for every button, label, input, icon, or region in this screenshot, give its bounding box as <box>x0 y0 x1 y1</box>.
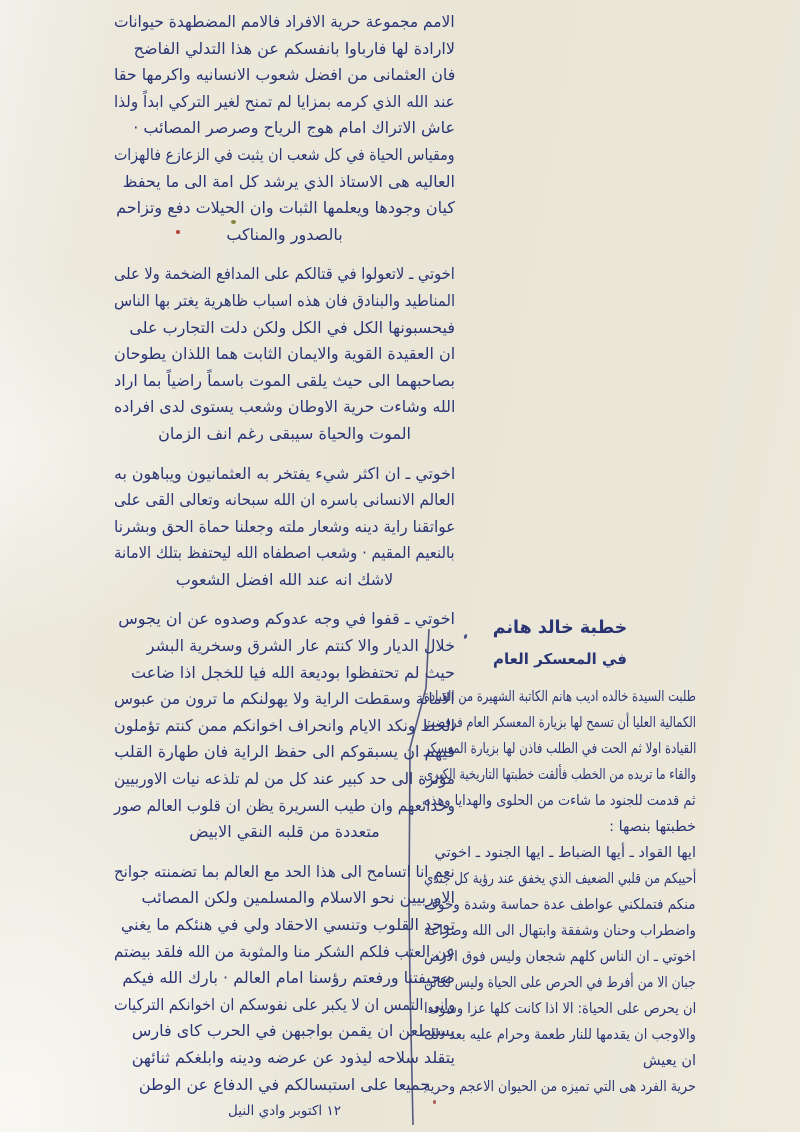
text-line-content: يتقلد سلاحه ليذود عن عرضه ودينه وابلغكم ثنائهن <box>131 1047 455 1067</box>
text-line-content: صحيفتنا ورفعتم رؤسنا امام العالم · بارك الله فيكم <box>122 968 455 988</box>
left-line-5-8 <box>114 1045 455 1072</box>
left-line-2-3 <box>114 315 455 342</box>
left-line-2-6 <box>114 394 455 421</box>
ink-speck <box>231 220 236 224</box>
right-line-14 <box>424 1022 696 1048</box>
left-line-4-1 <box>114 606 455 633</box>
paragraph-1 <box>114 9 455 248</box>
text-line-content: لاشك انه عند الله افضل الشعوب <box>175 569 394 589</box>
text-line-content: فيحسبونها الكل في الكل ولكن دلت التجارب على <box>129 317 455 337</box>
text-line-content: ان يعيش <box>642 1053 696 1069</box>
right-line-4 <box>424 762 696 788</box>
right-line-8 <box>424 866 696 892</box>
text-line-content: الامانة وسقطت الراية ولا يهولنكم ما ترون من عبوس <box>114 689 455 709</box>
text-line-content: خطبتها بنصها : <box>609 819 696 835</box>
text-line-content: المناطيد والبنادق فان هذه اسباب ظاهرية يغتر بها الناس <box>113 290 455 310</box>
text-line-content: ثم قدمت للجنود ما شاءت من الحلوى والهدايا وهذه <box>424 793 696 809</box>
left-line-4-2 <box>114 633 455 660</box>
left-line-3-5 <box>114 567 455 594</box>
left-line-1-9 <box>114 222 455 249</box>
left-line-5-10 <box>114 1098 455 1125</box>
text-line-content: عن العتب فلكم الشكر منا والمثوبة من الله فلقد بيضتم <box>113 941 455 961</box>
left-line-2-5 <box>114 368 455 395</box>
left-line-3-4 <box>114 540 455 567</box>
text-line-content: بالصدور والمناكب <box>226 224 343 244</box>
left-line-2-1 <box>114 261 455 288</box>
text-line-content: منكم فتملكني عواطف عدة حماسة وشدة وخوف <box>424 897 696 913</box>
text-line-content: واني التمس ان لا يكبر على نفوسكم ان اخوانكم التركيات <box>113 994 455 1014</box>
text-line-content: مؤثرة الى حد كبير عند كل من لم تلذعه نيات الاوربيين <box>114 769 455 789</box>
text-line-content: الله وشاءت حرية الاوطان وشعب يستوى لدى افراده <box>113 397 455 417</box>
right-line-7 <box>424 840 696 866</box>
text-line-content: حيث لم تحتفظوا بوديعة الله فيا للخجل اذا ضاعت <box>131 662 455 682</box>
paragraph-3 <box>114 461 455 594</box>
ink-speck <box>176 230 180 234</box>
right-line-3 <box>424 736 696 762</box>
right-line-16 <box>424 1074 696 1100</box>
left-line-4-3 <box>114 660 455 687</box>
text-line-content: الكمالية العليا أن تسمح لها بزيارة المعسكر العام فرفضت <box>423 715 696 731</box>
left-line-1-3 <box>114 62 455 89</box>
paragraph-2 <box>114 261 455 447</box>
text-line-content: توحد القلوب وتنسي الاحقاد ولي في هنئكم ما يغني <box>120 915 455 934</box>
speech-subtitle: في المعسكر العام <box>493 650 627 668</box>
text-line-content: بصاحبهما الى حيث يلقى الموت باسماً راضياً بما اراد <box>114 370 455 390</box>
text-line-content: الامم مجموعة حرية الافراد فالامم المضطهدة حيوانات <box>114 12 455 31</box>
left-line-1-2 <box>114 36 455 63</box>
text-line-content: واضطراب وحنان وشفقة وابتهال الى الله وضراعة <box>424 923 696 939</box>
speech-title: خطبة خالد هانم <box>492 618 628 638</box>
left-line-3-3 <box>114 514 455 541</box>
text-line-content: ايها القواد ـ أيها الضباط ـ ايها الجنود ـ اخوتي <box>434 845 696 861</box>
right-line-6 <box>424 814 696 840</box>
text-line-content: أحييكم من قلبي الضعيف الذي يخفق عند رؤية كل جندي <box>423 871 696 887</box>
text-line-content: عند الله الذي كرمه بمزايا لم تمنح لغير التركي ابداً ولذا <box>114 91 455 111</box>
text-line-content: فان العثمانى من افضل شعوب الانسانيه واكرمها حقا <box>113 65 455 85</box>
right-line-1 <box>424 684 696 710</box>
left-line-1-8 <box>114 195 455 222</box>
right-line-15 <box>424 1048 696 1074</box>
text-line-content: الحظ ونكد الايام وانحراف اخوانكم ممن كنتم تؤملون <box>114 715 455 735</box>
left-line-1-4 <box>114 89 455 116</box>
text-line-content: ان يحرص على الحياة: الا اذا كانت كلها عزا وسوددا <box>423 1001 696 1017</box>
text-line-content: عاش الاتراك امام هوج الرياح وصرصر المصائب · <box>133 118 455 138</box>
right-line-11 <box>424 944 696 970</box>
ink-speck <box>433 1100 436 1104</box>
text-line-content: بالنعيم المقيم · وشعب اصطفاه الله ليحتفظ بتلك الامانة <box>114 543 455 563</box>
right-line-5 <box>424 788 696 814</box>
text-line-content: الموت والحياة سيبقى رغم انف الزمان <box>158 423 411 443</box>
text-line-content: متعددة من قلبه النقي الابيض <box>189 822 380 842</box>
text-line-content: عواتقنا راية دينه وشعار ملته وجعلنا حماة الحق وبشرنا <box>113 516 455 536</box>
text-line-content: العالم الانسانى باسره ان الله سبحانه وتعالى القى على <box>114 490 455 510</box>
text-line-content: والقاء ما تريده من الخطب فألقت خطبتها التاريخية الكبرى <box>423 767 696 783</box>
text-line-content: اخوتي ـ ان الناس كلهم شجعان وليس فوق الارض <box>424 949 696 965</box>
left-line-2-7 <box>114 421 455 448</box>
text-line-content: ١٢ اكتوبر وادي النيل <box>228 1103 341 1120</box>
left-line-3-2 <box>114 487 455 514</box>
text-line-content: جميعا على استبسالكم في الدفاع عن الوطن <box>138 1074 431 1094</box>
text-line-content: ومقياس الحياة في كل شعب ان يثبت في الزعازع فالهزات <box>114 144 455 164</box>
text-line-content: القيادة اولا ثم الحت في الطلب فاذن لها بزيارة المعسكر <box>423 741 696 757</box>
text-line-content: طلبت السيدة خالده اديب هانم الكاتبة الشهيرة من القيادة <box>424 689 696 705</box>
text-line-content: خلال الديار والا كنتم عار الشرق وسخرية البشر <box>146 636 455 656</box>
left-line-3-1 <box>114 461 455 488</box>
text-line-content: الاوربيين نحو الاسلام والمسلمين ولكن المصائب <box>141 888 455 908</box>
left-line-4-9 <box>114 819 455 846</box>
text-line-content: اخوتي ـ ان اكثر شيء يفتخر به العثمانيون ويباهون به <box>113 463 455 483</box>
text-line-content: اخوتي ـ لاتعولوا في قتالكم على المدافع الضخمة ولا على <box>114 264 455 284</box>
left-line-1-6 <box>114 142 455 169</box>
right-line-2 <box>424 710 696 736</box>
text-line-content: وخدائعهم وان طيب السريرة يظن ان قلوب العالم صور <box>114 795 455 815</box>
right-line-10 <box>424 918 696 944</box>
left-line-2-2 <box>114 288 455 315</box>
left-line-1-5 <box>114 115 455 142</box>
speech-body <box>424 684 696 1100</box>
right-line-9 <box>424 892 696 918</box>
text-line-content: لاارادة لها فارباوا بانفسكم عن هذا التدلي الفاضح <box>133 38 455 58</box>
right-text-column <box>424 612 696 1100</box>
right-line-12 <box>424 970 696 996</box>
text-line-content: والاوجب ان يقدمها للنار طعمة وحرام عليه بعد ذلك <box>424 1027 696 1043</box>
left-line-1-1 <box>114 9 455 36</box>
right-line-13 <box>424 996 696 1022</box>
text-line-content: ان العقيدة القوية والايمان الثابت هما اللذان يطوحان <box>113 344 455 364</box>
text-line-content: كيان وجودها ويعلمها الثبات وان الحيلات دفع وتزاحم <box>116 198 455 218</box>
text-line-content: جبان الا من أفرط في الحرص على الحياة وليس لكائن <box>424 975 696 991</box>
text-line-content: اخوتي ـ قفوا في وجه عدوكم وصدوه عن ان يجوس <box>118 609 455 629</box>
text-line-content: يستطعن ان يقمن بواجبهن في الحرب كاى فارس <box>131 1021 455 1041</box>
left-line-2-4 <box>114 341 455 368</box>
text-line-content: فيهم ان يسبقوكم الى حفظ الراية فان طهارة القلب <box>114 742 455 762</box>
text-line-content: نعم انا اتسامح الى هذا الحد مع العالم بما تضمنته جوانح <box>114 861 455 881</box>
text-line-content: العاليه هى الاستاذ الذي يرشد كل امة الى ما يحفظ <box>122 171 455 191</box>
left-line-1-7 <box>114 169 455 196</box>
text-line-content: حرية الفرد هى التي تميزه من الحيوان الاعجم وحرية <box>424 1079 696 1095</box>
